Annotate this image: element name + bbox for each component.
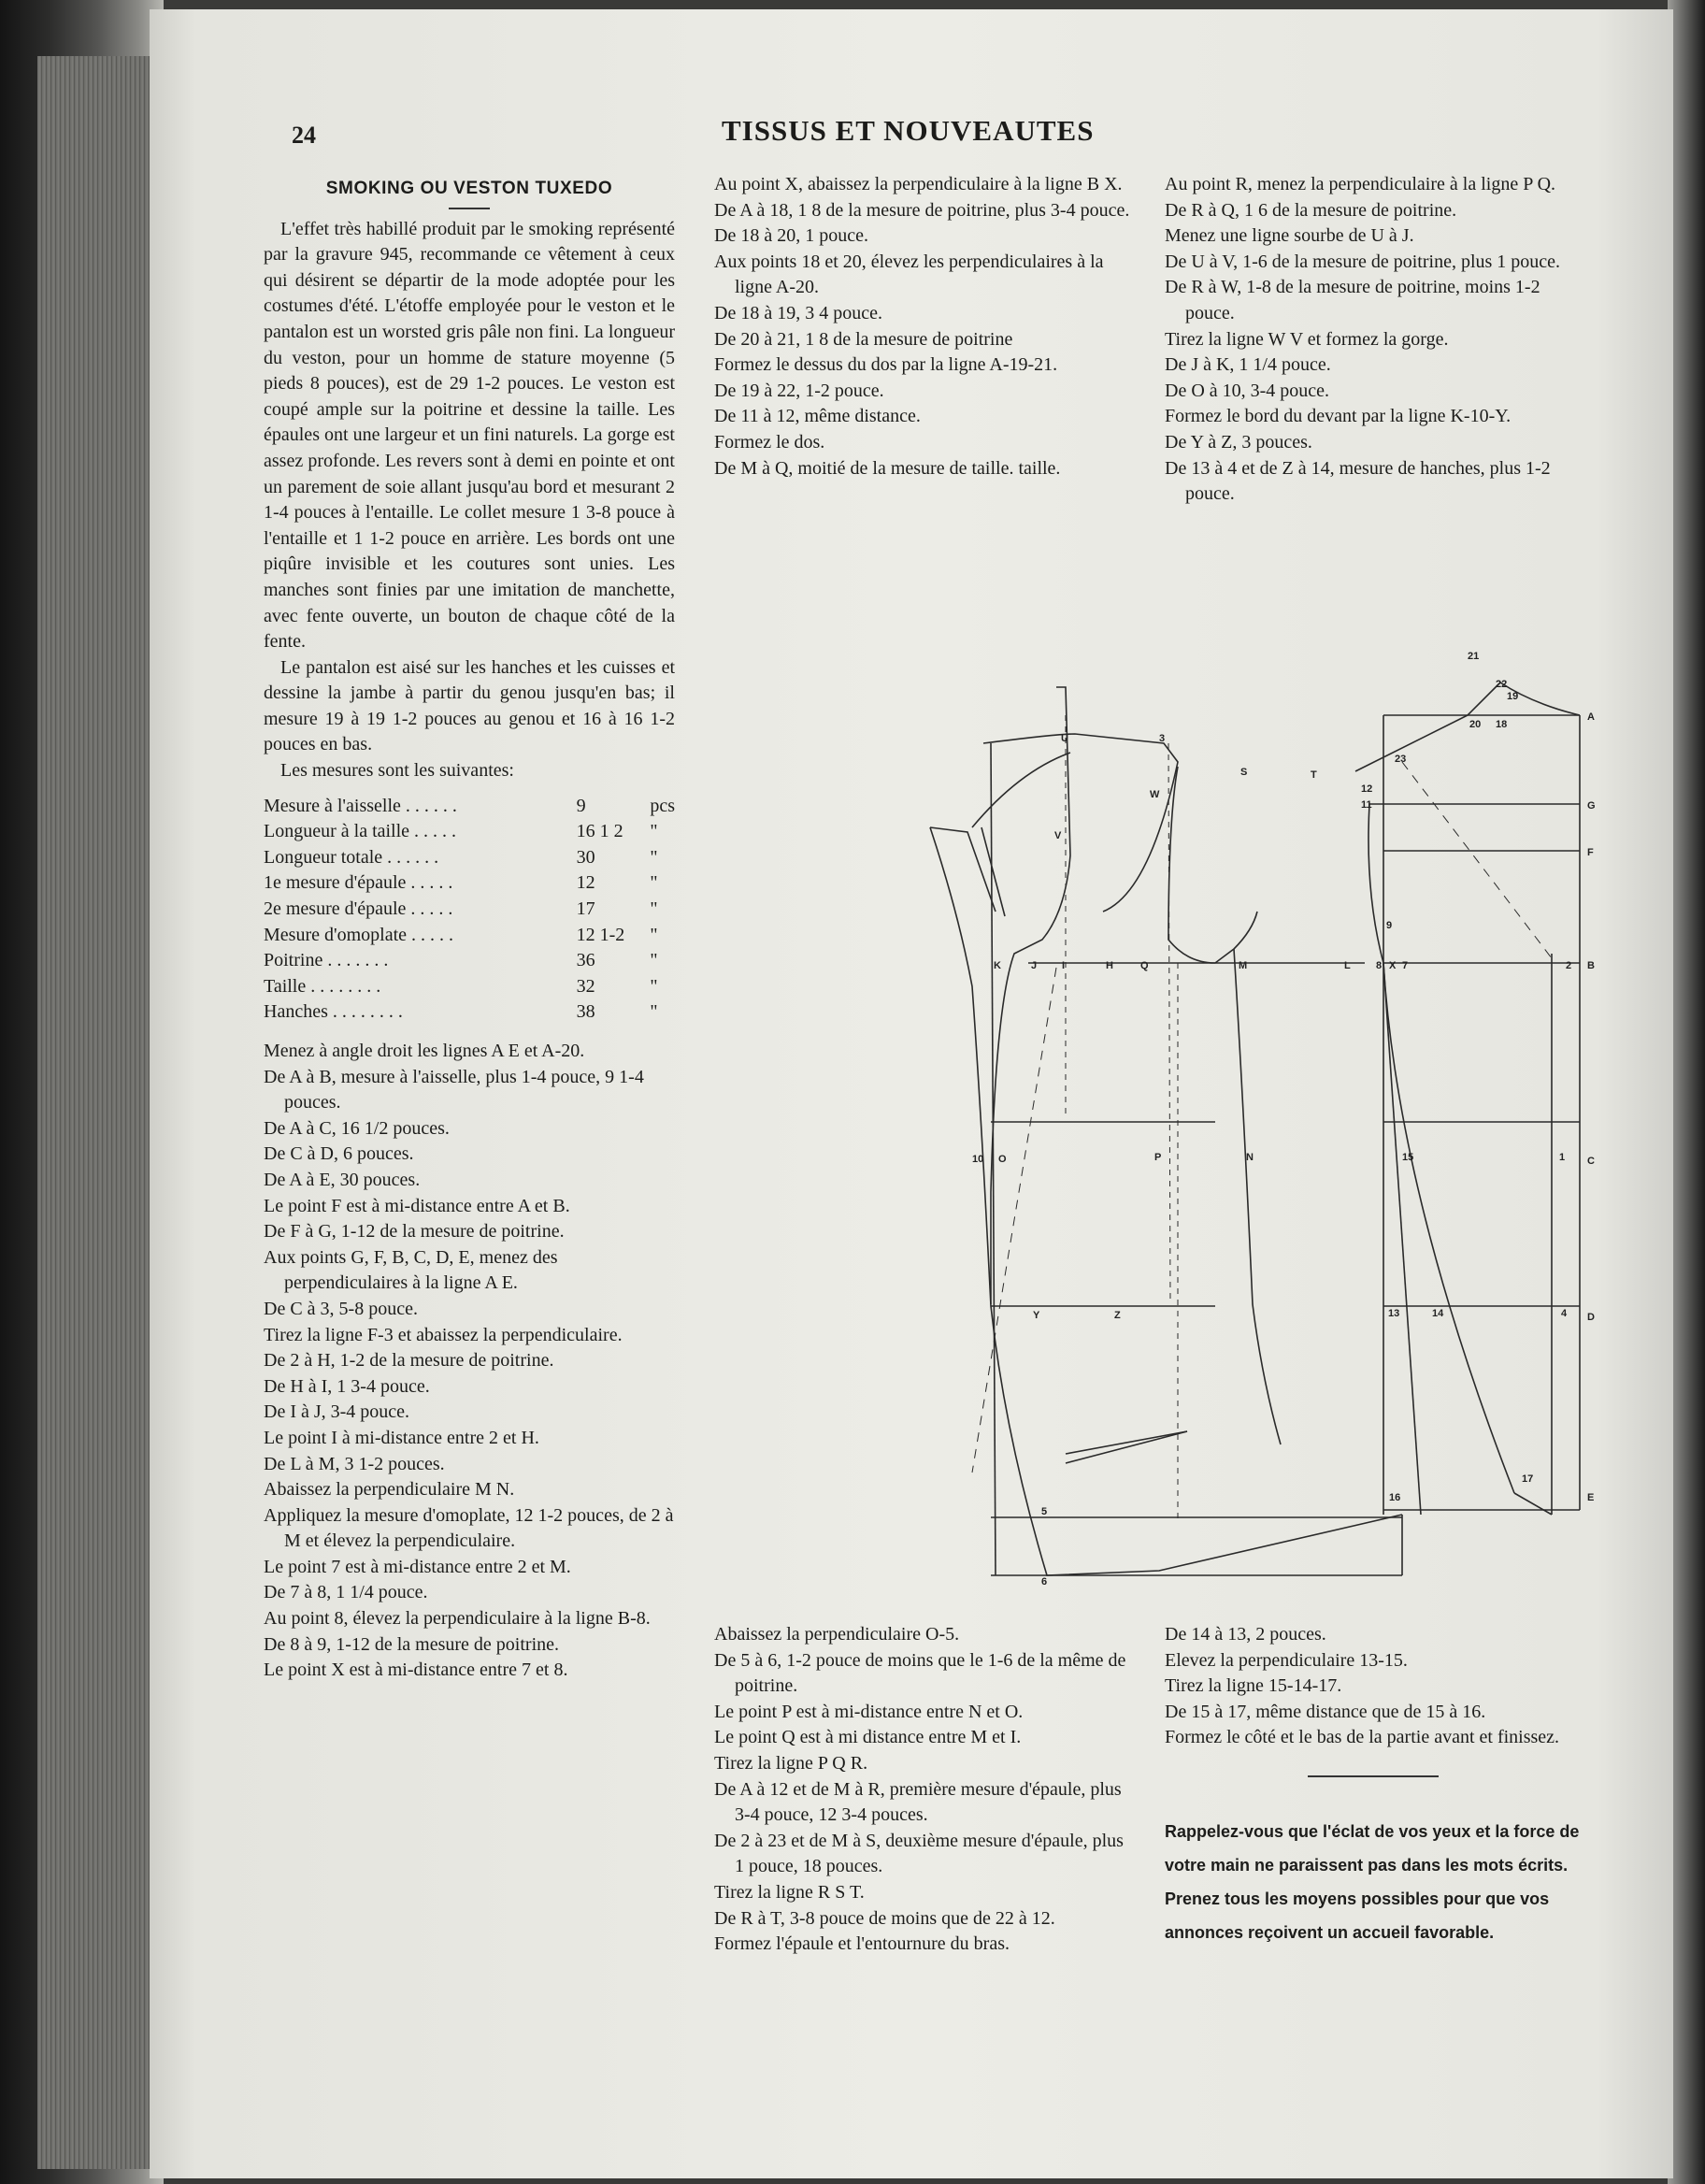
- instruction-line: Tirez la ligne P Q R.: [714, 1752, 868, 1774]
- instruction-line: Tirez la ligne R S T.: [714, 1881, 865, 1903]
- diagram-label: Y: [1033, 1310, 1040, 1321]
- diagram-label: O: [998, 1154, 1007, 1165]
- instruction-line: Au point X, abaissez la perpendiculaire à la ligne B X.: [714, 174, 1123, 194]
- diagram-label: 5: [1041, 1506, 1048, 1517]
- diagram-label: D: [1587, 1312, 1595, 1323]
- instruction-line: Le point Q est à mi distance entre M et I.: [714, 1727, 1022, 1748]
- diagram-label: 12: [1361, 783, 1373, 795]
- instruction-line: De A à 18, 1 8 de la mesure de poitrine, plus 3-4 pouce.: [714, 199, 1130, 221]
- diagram-label: X: [1389, 960, 1397, 971]
- diagram-label: W: [1150, 789, 1160, 800]
- instruction-line: Formez l'épaule et l'entournure du bras.: [714, 1933, 1010, 1955]
- diagram-label: 14: [1432, 1308, 1444, 1319]
- measure-row: Taille . . . . . . . . 32 ": [264, 975, 658, 997]
- instruction-line: Le point I à mi-distance entre 2 et H.: [264, 1427, 539, 1448]
- instruction-line: De R à Q, 1 6 de la mesure de poitrine.: [1165, 199, 1457, 221]
- instruction-line: De 13 à 4 et de Z à 14, mesure de hanches, plus 1-2 pouce.: [1165, 457, 1551, 505]
- diagram-label: 15: [1402, 1152, 1414, 1163]
- instruction-line: De C à D, 6 pouces.: [264, 1143, 414, 1165]
- column-left: [264, 176, 675, 1684]
- instruction-line: De H à I, 1 3-4 pouce.: [264, 1375, 430, 1397]
- instruction-line: Le point F est à mi-distance entre A et B.: [264, 1195, 570, 1216]
- intro-paragraph: Les mesures sont les suivantes:: [280, 760, 514, 782]
- diagram-label: S: [1240, 767, 1248, 778]
- instruction-line: Au point R, menez la perpendiculaire à la ligne P Q.: [1165, 174, 1556, 194]
- instruction-line: De L à M, 3 1-2 pouces.: [264, 1453, 445, 1474]
- measure-row: Longueur à la taille . . . . . 16 1 2 ": [264, 821, 658, 842]
- measure-row: 1e mesure d'épaule . . . . . 12 ": [264, 872, 658, 894]
- column-middle-lower: [714, 1622, 1130, 1958]
- instruction-line: De 7 à 8, 1 1/4 pouce.: [264, 1582, 428, 1603]
- instruction-line: Formez le côté et le bas de la partie avant et finissez.: [1165, 1727, 1560, 1748]
- instruction-line: Appliquez la mesure d'omoplate, 12 1-2 pouces, de 2 à M et élevez la perpendiculaire.: [264, 1504, 674, 1552]
- measure-row: Mesure à l'aisselle . . . . . . 9 pcs: [264, 795, 675, 816]
- diagram-label: 11: [1361, 799, 1372, 811]
- diagram-label: E: [1587, 1492, 1595, 1503]
- diagram-label: F: [1587, 847, 1594, 858]
- diagram-label: 10: [972, 1154, 984, 1165]
- pattern-draft-diagram: [841, 631, 1645, 1603]
- diagram-label: 6: [1041, 1576, 1048, 1588]
- instruction-line: De 11 à 12, même distance.: [714, 406, 921, 427]
- instruction-line: Le point X est à mi-distance entre 7 et 8.: [264, 1660, 568, 1681]
- instruction-line: De 14 à 13, 2 pouces.: [1165, 1624, 1326, 1645]
- diagram-label: 3: [1159, 733, 1166, 744]
- instruction-line: Formez le dessus du dos par la ligne A-19-21.: [714, 354, 1058, 376]
- intro-paragraph: Le pantalon est aisé sur les hanches et les cuisses et dessine la jambe à partir du genou jusqu'en bas; il mesure 19 à 19 1-2 pouces au genou et 16 à 16 1-2 pouces en bas.: [264, 656, 675, 755]
- column-right-lower: [1165, 1622, 1581, 1949]
- instruction-line: De A à C, 16 1/2 pouces.: [264, 1117, 450, 1139]
- diagram-label: J: [1031, 960, 1038, 971]
- diagram-label: K: [994, 960, 1001, 971]
- instruction-line: Tirez la ligne 15-14-17.: [1165, 1675, 1342, 1697]
- instruction-line: Menez une ligne sourbe de U à J.: [1165, 225, 1414, 247]
- diagram-label: 8: [1376, 960, 1383, 971]
- measure-row: Poitrine . . . . . . . 36 ": [264, 950, 658, 971]
- diagram-label: 4: [1561, 1308, 1568, 1319]
- section-divider: [1308, 1775, 1439, 1777]
- measures-table: [264, 794, 675, 1026]
- diagram-label: C: [1587, 1156, 1595, 1167]
- diagram-label: H: [1106, 960, 1113, 971]
- instruction-line: Le point P est à mi-distance entre N et O.: [714, 1701, 1024, 1722]
- measure-row: Longueur totale . . . . . . 30 ": [264, 846, 658, 868]
- diagram-label: 7: [1402, 960, 1409, 971]
- diagram-label: 22: [1496, 679, 1508, 690]
- diagram-label: 9: [1386, 920, 1393, 931]
- intro-paragraph: L'effet très habillé produit par le smoking représenté par la gravure 945, recommande ce vêtement à ceux qui désirent se départir de la mode adoptée pour les costumes d'été. L'étoffe employée pour le veston et le pantalon est un worsted gris pâle non fini. La longueur du veston, pour un homme de stature moyenne (5 pieds 8 pouces), est de 29 1-2 pouces. Le veston est coupé ample sur la poitrine et dessine la taille. Les épaules ont une largeur et un fini naturels. La gorge est assez profonde. Les revers sont à demi en pointe et ont un parement de soie allant jusqu'au bord et mesurant 2 1-4 pouces à l'entaille. Le collet mesure 1 3-8 pouce à l'entaille et 1 1-2 pouce en arrière. Les bords ont une piqûre invisible et les coutures sont unies. Les manches sont finies par une imitation de manchette, avec fente ouverte, un bouton de chaque côté de la fente.: [264, 218, 675, 653]
- instruction-line: De C à 3, 5-8 pouce.: [264, 1298, 418, 1319]
- instruction-line: De F à G, 1-12 de la mesure de poitrine.: [264, 1221, 565, 1243]
- instruction-line: De 2 à 23 et de M à S, deuxième mesure d'épaule, plus 1 pouce, 18 pouces.: [714, 1830, 1124, 1877]
- diagram-label: A: [1587, 711, 1595, 723]
- instruction-line: Elevez la perpendiculaire 13-15.: [1165, 1649, 1408, 1671]
- instruction-line: De 15 à 17, même distance que de 15 à 16.: [1165, 1701, 1486, 1722]
- instruction-line: Abaissez la perpendiculaire M N.: [264, 1479, 515, 1501]
- instruction-line: Menez à angle droit les lignes A E et A-20.: [264, 1041, 585, 1061]
- diagram-label: 20: [1469, 719, 1482, 730]
- instruction-line: De 19 à 22, 1-2 pouce.: [714, 380, 884, 401]
- measure-row: 2e mesure d'épaule . . . . . 17 ": [264, 898, 658, 920]
- closing-note: Rappelez-vous que l'éclat de vos yeux et la force de votre main ne paraissent pas dans les mots écrits. Prenez tous les moyens possibles pour que vos annonces reçoivent un accueil favorable.: [1165, 1821, 1580, 1942]
- page-title: TISSUS ET NOUVEAUTES: [722, 114, 1095, 147]
- diagram-label: 2: [1566, 960, 1572, 971]
- instruction-line: Le point 7 est à mi-distance entre 2 et M.: [264, 1556, 571, 1577]
- instruction-line: De 18 à 19, 3 4 pouce.: [714, 302, 882, 323]
- instruction-line: Aux points G, F, B, C, D, E, menez des perpendiculaires à la ligne A E.: [264, 1246, 558, 1294]
- instruction-line: De Y à Z, 3 pouces.: [1165, 431, 1312, 453]
- diagram-label: 18: [1496, 719, 1508, 730]
- measure-row: Hanches . . . . . . . . 38 ": [264, 1001, 658, 1023]
- instruction-line: Formez le bord du devant par la ligne K-10-Y.: [1165, 406, 1512, 427]
- instruction-line: De U à V, 1-6 de la mesure de poitrine, plus 1 pouce.: [1165, 251, 1561, 272]
- instruction-line: Formez le dos.: [714, 431, 825, 453]
- diagram-label: Z: [1114, 1310, 1121, 1321]
- instruction-line: De 18 à 20, 1 pouce.: [714, 225, 868, 247]
- diagram-label: B: [1587, 960, 1595, 971]
- instruction-line: De O à 10, 3-4 pouce.: [1165, 380, 1330, 401]
- instruction-line: De I à J, 3-4 pouce.: [264, 1401, 410, 1423]
- diagram-label: 23: [1395, 754, 1407, 765]
- diagram-label: 17: [1522, 1473, 1534, 1485]
- instruction-line: Aux points 18 et 20, élevez les perpendiculaires à la ligne A-20.: [714, 251, 1104, 298]
- instruction-line: De 2 à H, 1-2 de la mesure de poitrine.: [264, 1350, 554, 1372]
- section-heading: SMOKING OU VESTON TUXEDO: [325, 179, 613, 198]
- diagram-label: M: [1239, 960, 1248, 971]
- instruction-line: De A à B, mesure à l'aisselle, plus 1-4 pouce, 9 1-4 pouces.: [264, 1066, 644, 1114]
- diagram-label: G: [1587, 800, 1596, 812]
- instruction-line: De A à 12 et de M à R, première mesure d'épaule, plus 3-4 pouce, 12 3-4 pouces.: [714, 1778, 1122, 1826]
- diagram-label: 21: [1468, 651, 1480, 662]
- diagram-label: P: [1154, 1152, 1162, 1163]
- book-binding-right: [1668, 0, 1705, 2184]
- diagram-label: V: [1054, 830, 1062, 841]
- instruction-line: De 20 à 21, 1 8 de la mesure de poitrine: [714, 328, 1013, 350]
- instruction-line: De J à K, 1 1/4 pouce.: [1165, 354, 1331, 376]
- diagram-label: U: [1061, 733, 1068, 744]
- diagram-label: I: [1062, 960, 1066, 971]
- page-stack-edges: [37, 56, 159, 2169]
- diagram-label: 19: [1507, 691, 1519, 702]
- diagram-label: 13: [1388, 1308, 1400, 1319]
- instruction-line: De R à T, 3-8 pouce de moins que de 22 à 12.: [714, 1907, 1055, 1929]
- diagram-label: T: [1311, 769, 1317, 781]
- instruction-line: De A à E, 30 pouces.: [264, 1169, 421, 1190]
- column-middle-upper: [714, 172, 1130, 481]
- instruction-line: Abaissez la perpendiculaire O-5.: [714, 1624, 960, 1645]
- instruction-line: Au point 8, élevez la perpendiculaire à la ligne B-8.: [264, 1608, 651, 1630]
- diagram-label: N: [1246, 1152, 1254, 1163]
- instruction-line: De R à W, 1-8 de la mesure de poitrine, moins 1-2 pouce.: [1165, 277, 1540, 323]
- diagram-label: 16: [1389, 1492, 1401, 1503]
- instruction-line: Tirez la ligne F-3 et abaissez la perpendiculaire.: [264, 1324, 623, 1345]
- instruction-line: De 5 à 6, 1-2 pouce de moins que le 1-6 de la même de poitrine.: [714, 1649, 1126, 1697]
- column-right-upper: [1165, 172, 1581, 508]
- instruction-line: De 8 à 9, 1-12 de la mesure de poitrine.: [264, 1633, 560, 1655]
- page-number: 24: [292, 122, 316, 149]
- diagram-label: L: [1344, 960, 1351, 971]
- book-page: [150, 9, 1673, 2178]
- diagram-label: Q: [1140, 960, 1149, 971]
- heading-divider: [449, 208, 490, 209]
- measure-row: Mesure d'omoplate . . . . . 12 1-2 ": [264, 924, 658, 945]
- instruction-line: De M à Q, moitié de la mesure de taille. taille.: [714, 457, 1061, 479]
- diagram-label: 1: [1559, 1152, 1566, 1163]
- instruction-line: Tirez la ligne W V et formez la gorge.: [1165, 328, 1449, 350]
